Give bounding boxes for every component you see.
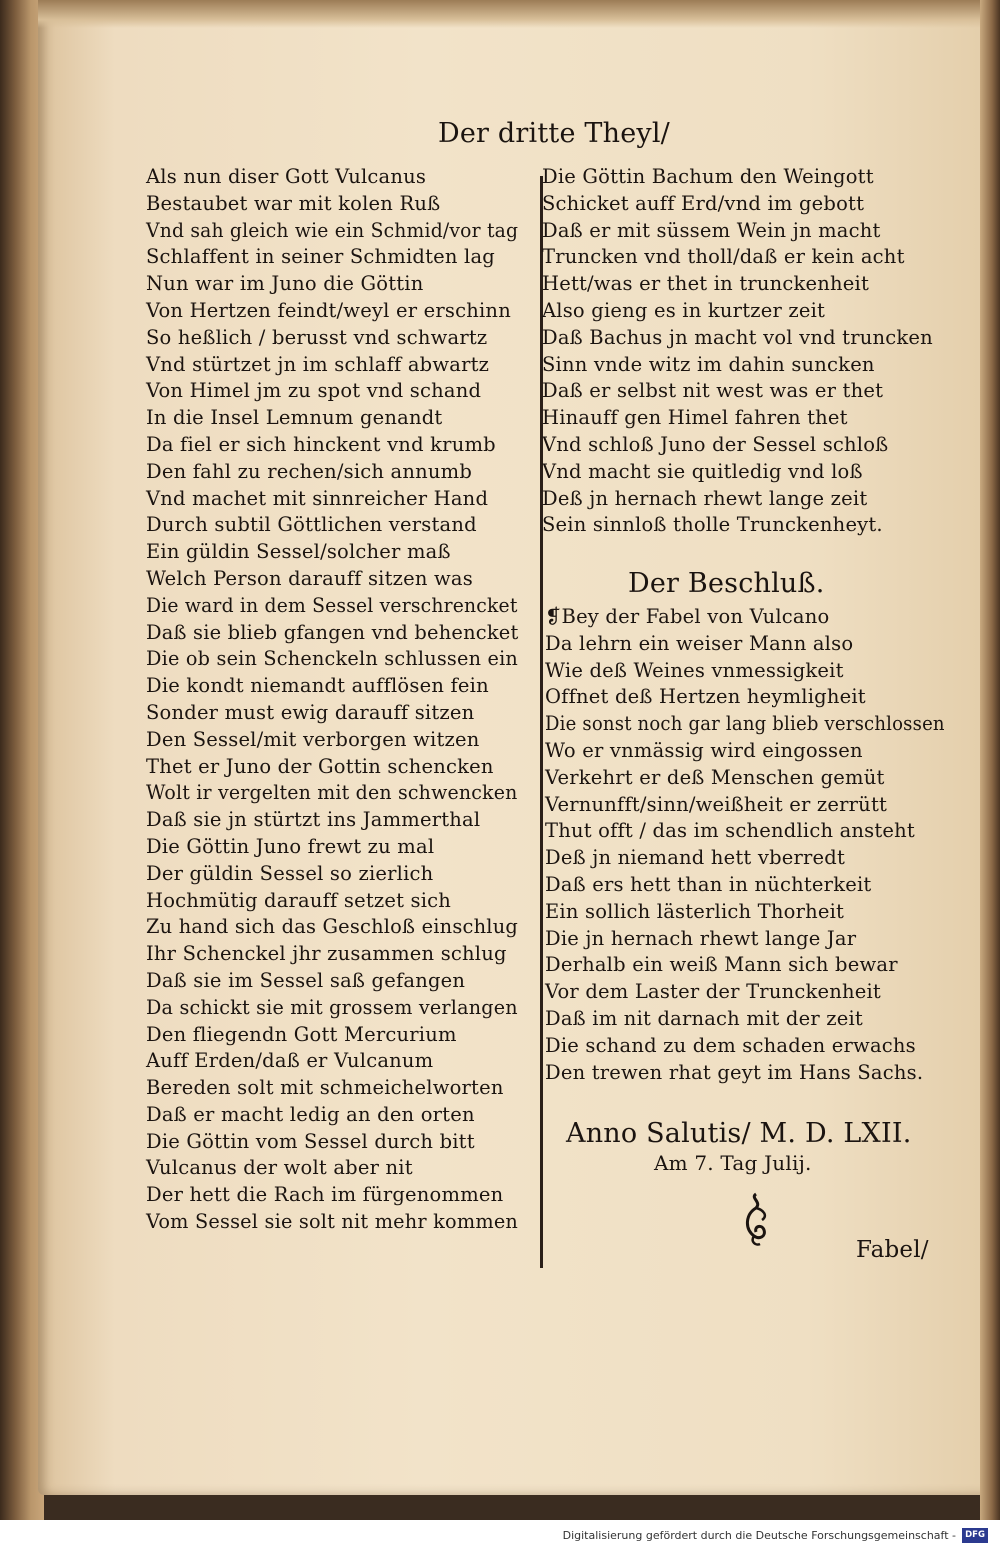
left-verse-line: Der güldin Sessel so zierlich xyxy=(146,861,434,885)
left-verse-line: Sonder must ewig darauff sitzen xyxy=(146,700,475,724)
left-verse-line: Die Göttin vom Sessel durch bitt xyxy=(146,1129,475,1153)
floral-ornament-icon xyxy=(736,1190,776,1250)
book-spine-edge xyxy=(980,0,1000,1520)
right-verse-column-top xyxy=(542,164,942,539)
right-verse-line: Daß Bachus jn macht vol vnd truncken xyxy=(542,325,933,349)
colophon-date: Am 7. Tag Julij. xyxy=(654,1151,812,1175)
left-verse-line: Vnd sah gleich wie ein Schmid/vor tag xyxy=(146,218,519,242)
left-verse-line: Die kondt niemandt aufflösen fein xyxy=(146,674,489,698)
conclusion-verse-line: Wie deß Weines vnmessigkeit xyxy=(545,658,844,682)
left-verse-line: Den fliegendn Gott Mercurium xyxy=(146,1022,457,1046)
right-verse-line: Vnd macht sie quitledig vnd loß xyxy=(542,459,863,483)
conclusion-verse-line: Die schand zu dem schaden erwachs xyxy=(545,1033,916,1057)
left-verse-line: Da schickt sie mit grossem verlangen xyxy=(146,995,518,1019)
conclusion-verse-line: Die jn hernach rhewt lange Jar xyxy=(545,926,857,950)
right-verse-line: Truncken vnd tholl/daß er kein acht xyxy=(542,245,905,269)
conclusion-verse-line: Thut offt / das im schendlich ansteht xyxy=(545,819,915,843)
left-verse-line: Die ob sein Schenckeln schlussen ein xyxy=(146,647,519,671)
left-verse-line: So heßlich / berusst vnd schwartz xyxy=(146,325,488,349)
left-verse-line: Nun war im Juno die Göttin xyxy=(146,272,424,296)
conclusion-verse-line: Daß im nit darnach mit der zeit xyxy=(545,1006,863,1030)
dfg-logo: DFG xyxy=(962,1528,988,1543)
right-verse-line: Daß er selbst nit west was er thet xyxy=(542,379,884,403)
left-verse-line: Zu hand sich das Geschloß einschlug xyxy=(146,915,519,939)
left-verse-line: Als nun diser Gott Vulcanus xyxy=(146,165,427,188)
left-verse-line: Auff Erden/daß er Vulcanum xyxy=(146,1049,434,1073)
footer-bar xyxy=(0,1520,1000,1551)
right-verse-line: Vnd schloß Juno der Sessel schloß xyxy=(542,432,889,456)
left-verse-line: Welch Person darauff sitzen was xyxy=(146,566,473,590)
right-verse-line: Schicket auff Erd/vnd im gebott xyxy=(542,191,865,215)
left-verse-line: Daß sie jn stürtzt ins Jammerthal xyxy=(146,808,481,832)
left-verse-line: In die Insel Lemnum genandt xyxy=(146,406,443,430)
conclusion-verse-line: Verkehrt er deß Menschen gemüt xyxy=(545,765,885,789)
conclusion-verse-line: Derhalb ein weiß Mann sich bewar xyxy=(545,953,898,977)
left-verse-line: Der hett die Rach im fürgenommen xyxy=(146,1183,504,1207)
left-verse-column xyxy=(146,164,518,1236)
right-verse-line: Sein sinnloß tholle Trunckenheyt. xyxy=(542,513,883,537)
right-verse-line: Also gieng es in kurtzer zeit xyxy=(542,298,826,322)
right-verse-line: Sinn vnde witz im dahin suncken xyxy=(542,352,875,376)
conclusion-verse-line: Offnet deß Hertzen heymligheit xyxy=(545,685,866,709)
left-verse-line: Daß er macht ledig an den orten xyxy=(146,1102,475,1126)
left-verse-line: Ihr Schenckel jhr zusammen schlug xyxy=(146,942,507,966)
left-verse-line: Die Göttin Juno frewt zu mal xyxy=(146,834,435,858)
conclusion-verse-line: Wo er vnmässig wird eingossen xyxy=(545,738,863,762)
left-verse-line: Die ward in dem Sessel verschrencket xyxy=(146,593,518,617)
left-verse-line: Ein güldin Sessel/solcher maß xyxy=(146,540,451,564)
conclusion-verse-line: Da lehrn ein weiser Mann also xyxy=(545,631,854,655)
left-verse-line: Den Sessel/mit verborgen witzen xyxy=(146,727,480,751)
right-verse-line: Daß er mit süssem Wein jn macht xyxy=(542,218,881,242)
section-title: Der Beschluß. xyxy=(628,568,825,599)
conclusion-verse-line: Vernunfft/sinn/weißheit er zerrütt xyxy=(545,792,888,816)
left-verse-line: Bereden solt mit schmeichelworten xyxy=(146,1076,504,1100)
left-verse-line: Hochmütig darauff setzet sich xyxy=(146,888,452,912)
left-verse-line: Von Himel jm zu spot vnd schand xyxy=(146,379,482,403)
conclusion-verse-line: ❡Bey der Fabel von Vulcano xyxy=(545,605,830,628)
left-verse-line: Da fiel er sich hinckent vnd krumb xyxy=(146,432,496,456)
right-verse-line: Deß jn hernach rhewt lange zeit xyxy=(542,486,868,510)
left-verse-line: Den fahl zu rechen/sich annumb xyxy=(146,459,473,483)
conclusion-verse-line: Die sonst noch gar lang blieb verschlossen xyxy=(545,712,945,736)
catchword: Fabel/ xyxy=(856,1237,929,1263)
conclusion-verse-line: Daß ers hett than in nüchterkeit xyxy=(545,872,872,896)
running-head: Der dritte Theyl/ xyxy=(438,118,670,149)
left-verse-line: Vulcanus der wolt aber nit xyxy=(146,1156,413,1180)
left-verse-line: Wolt ir vergelten mit den schwencken xyxy=(146,781,518,805)
left-verse-line: Durch subtil Göttlichen verstand xyxy=(146,513,477,537)
funding-credit: Digitalisierung gefördert durch die Deutsche Forschungsgemeinschaft - xyxy=(562,1529,956,1542)
left-verse-line: Schlaffent in seiner Schmidten lag xyxy=(146,245,495,269)
left-verse-line: Vnd stürtzet jn im schlaff abwartz xyxy=(146,352,490,376)
page-top-edge xyxy=(38,0,1000,28)
conclusion-verse-line: Vor dem Laster der Trunckenheit xyxy=(545,980,881,1004)
left-verse-line: Thet er Juno der Gottin schencken xyxy=(146,754,494,778)
left-verse-line: Bestaubet war mit kolen Ruß xyxy=(146,191,441,215)
conclusion-verse-line: Deß jn niemand hett vberredt xyxy=(545,846,846,870)
conclusion-verse-line: Den trewen rhat geyt im Hans Sachs. xyxy=(545,1060,924,1084)
right-verse-line: Hinauff gen Himel fahren thet xyxy=(542,406,848,430)
right-verse-column-bottom xyxy=(545,604,945,1086)
left-verse-line: Vnd machet mit sinnreicher Hand xyxy=(146,486,489,510)
conclusion-verse-line: Ein sollich lästerlich Thorheit xyxy=(545,899,845,923)
colophon-year: Anno Salutis/ M. D. LXII. xyxy=(566,1118,912,1149)
left-verse-line: Daß sie im Sessel saß gefangen xyxy=(146,968,466,992)
right-verse-line: Die Göttin Bachum den Weingott xyxy=(542,165,874,188)
right-verse-line: Hett/was er thet in trunckenheit xyxy=(542,272,870,296)
left-verse-line: Vom Sessel sie solt nit mehr kommen xyxy=(146,1210,519,1234)
left-verse-line: Daß sie blieb gfangen vnd behencket xyxy=(146,620,519,644)
left-verse-line: Von Hertzen feindt/weyl er erschinn xyxy=(146,298,511,322)
